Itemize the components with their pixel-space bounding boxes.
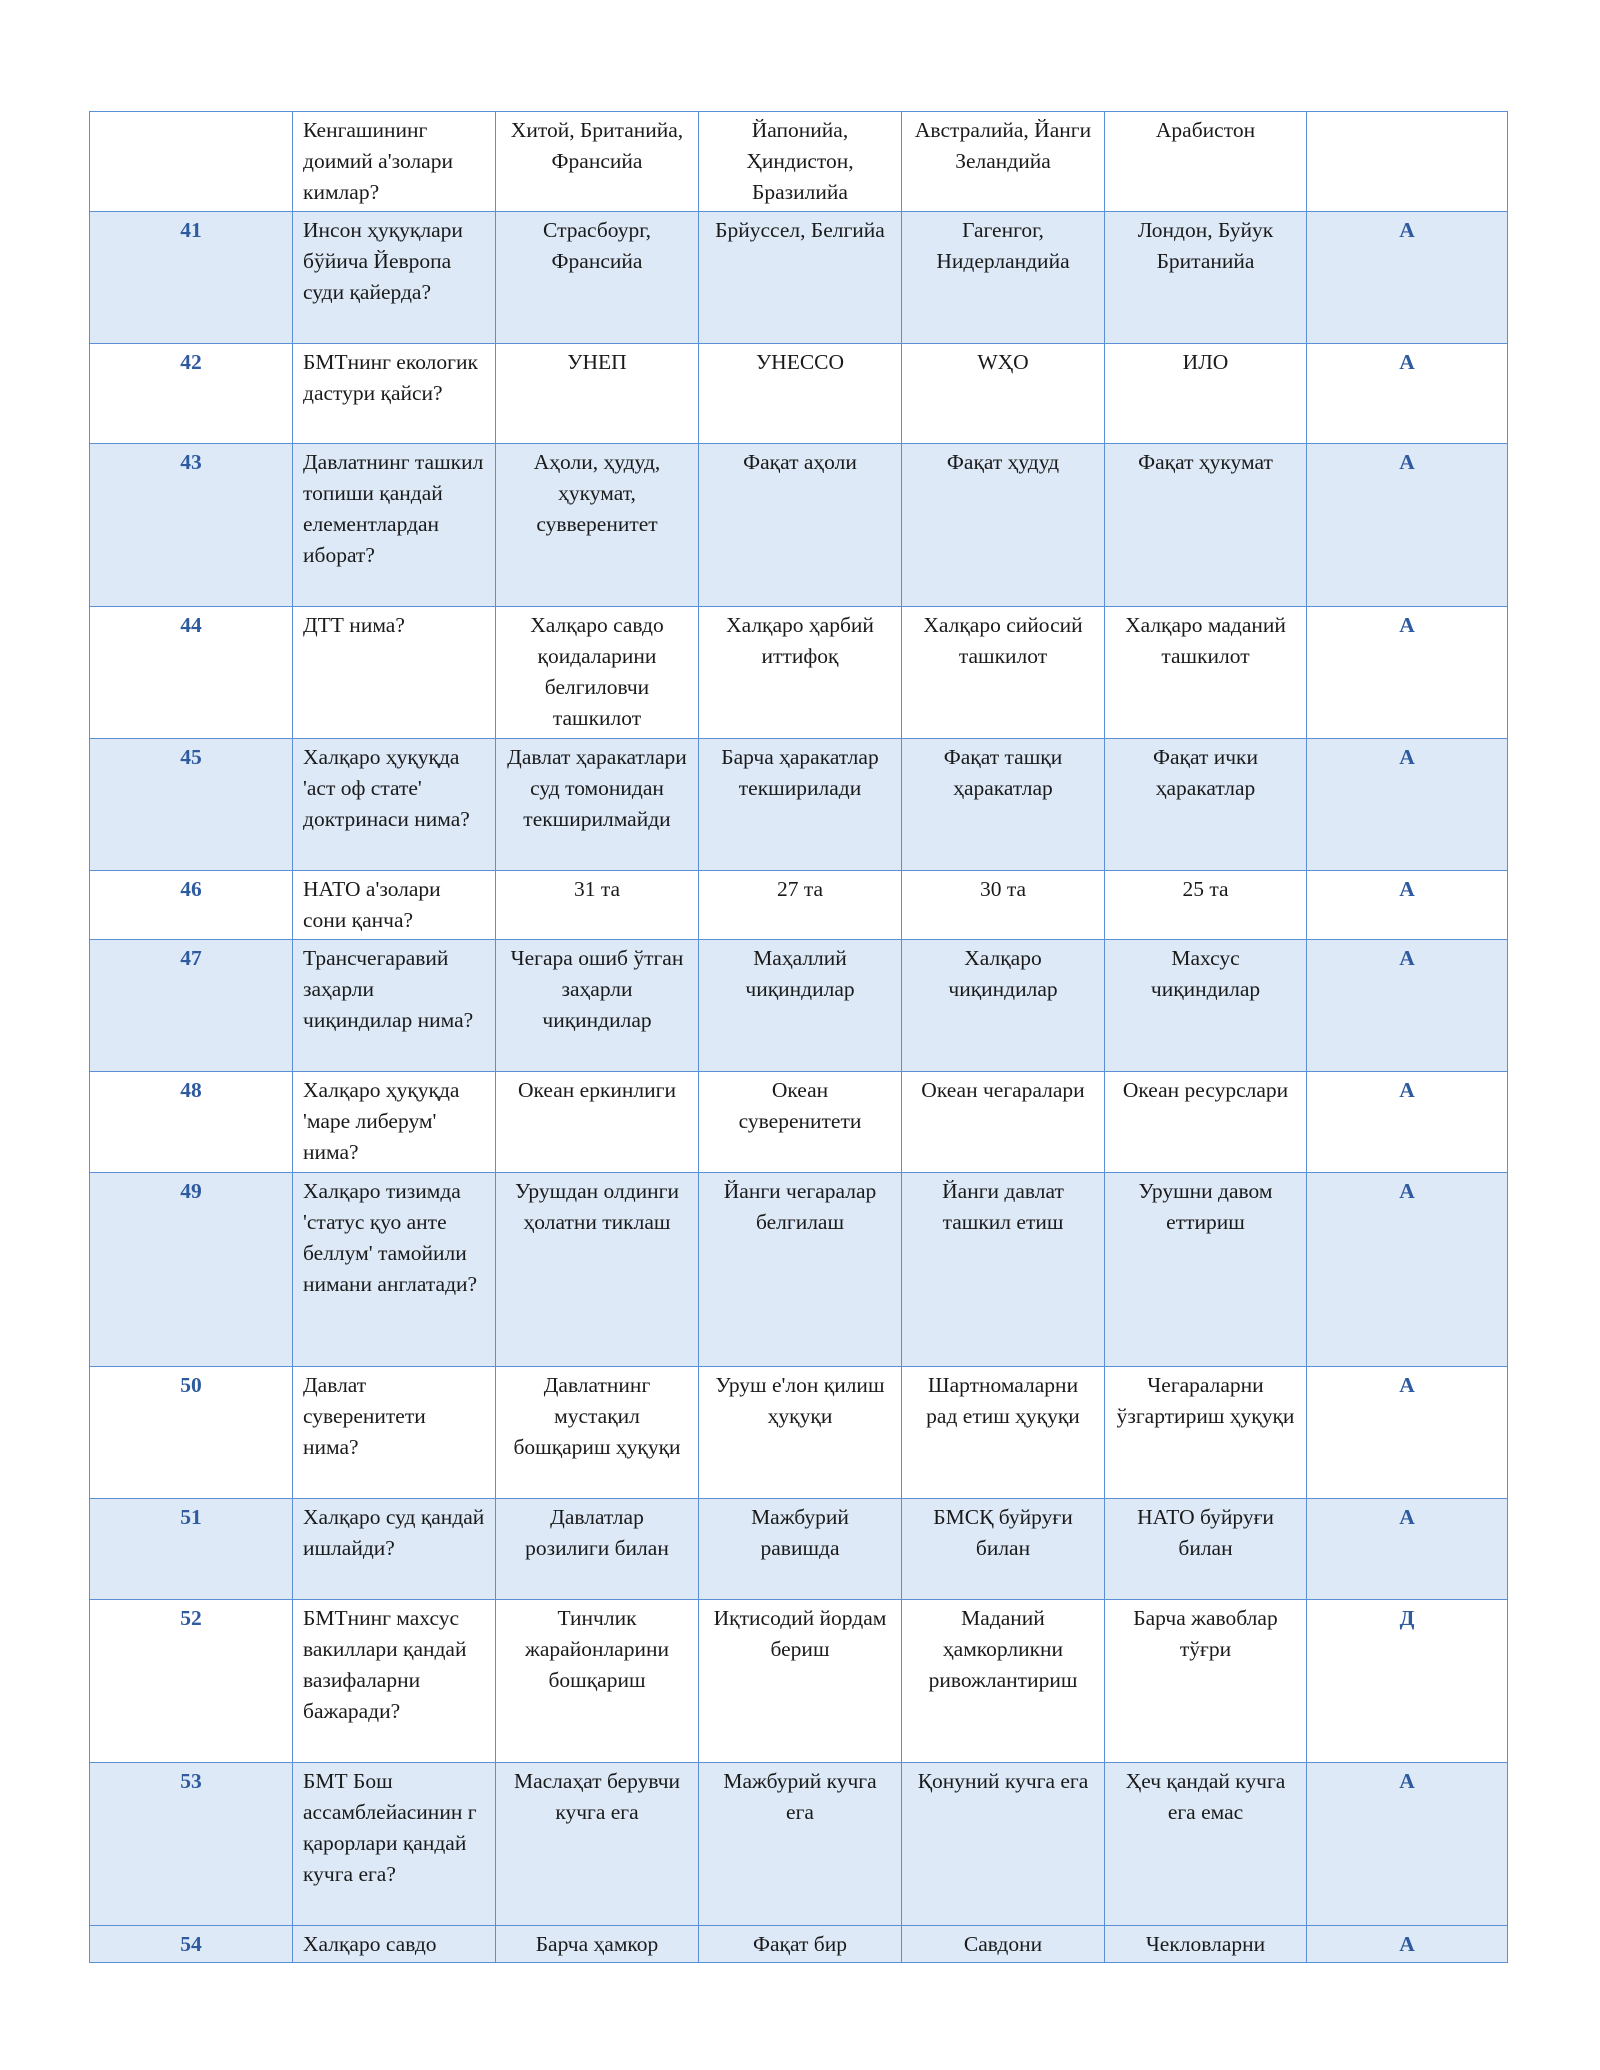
question-text: Трансчегаравий заҳарли чиқиндилар нима? [293,940,496,1072]
question-number: 53 [90,1763,293,1926]
option-a: Урушдан олдинги ҳолатни тиклаш [496,1173,699,1367]
option-a: Страсбоург, Франсийа [496,212,699,344]
option-a: 31 та [496,871,699,940]
question-text: Давлат суверенитети нима? [293,1367,496,1499]
option-a: Давлатнинг мустақил бошқариш ҳуқуқи [496,1367,699,1499]
table-row [90,344,1508,444]
option-d: Махсус чиқиндилар [1105,940,1307,1072]
table-row [90,1926,1508,1963]
option-c: 30 та [902,871,1105,940]
question-number: 48 [90,1072,293,1173]
option-d: Фақат ҳукумат [1105,444,1307,607]
option-c: Халқаро чиқиндилар [902,940,1105,1072]
option-d: Чегараларни ўзгартириш ҳуқуқи [1105,1367,1307,1499]
question-number: 47 [90,940,293,1072]
option-c: Фақат ташқи ҳаракатлар [902,739,1105,871]
option-b: Брйуссел, Белгийа [699,212,902,344]
option-d: Халқаро маданий ташкилот [1105,607,1307,739]
table-row [90,607,1508,739]
option-b: Йапонийа, Ҳиндистон, Бразилийа [699,112,902,212]
table-row [90,1763,1508,1926]
option-c: БМСҚ буйруғи билан [902,1499,1105,1600]
option-b: Йанги чегаралар белгилаш [699,1173,902,1367]
option-d: Барча жавоблар тўғри [1105,1600,1307,1763]
question-text: Халқаро тизимда 'статус қуо анте беллум' тамойили нимани англатади? [293,1173,496,1367]
correct-answer: А [1307,1499,1508,1600]
option-c: Маданий ҳамкорликни ривожлантириш [902,1600,1105,1763]
option-b: Иқтисодий йордам бериш [699,1600,902,1763]
correct-answer [1307,112,1508,212]
table-row [90,212,1508,344]
question-number [90,112,293,212]
question-text: Кенгашининг доимий а'золари кимлар? [293,112,496,212]
question-number: 44 [90,607,293,739]
option-d: Ҳеч қандай кучга ега емас [1105,1763,1307,1926]
option-d: 25 та [1105,871,1307,940]
option-d: НАТО буйруғи билан [1105,1499,1307,1600]
question-text: Давлатнинг ташкил топиши қандай елементлардан иборат? [293,444,496,607]
correct-answer: А [1307,607,1508,739]
option-b: Фақат бир [699,1926,902,1963]
question-text: Инсон ҳуқуқлари бўйича Йевропа суди қайерда? [293,212,496,344]
correct-answer: А [1307,871,1508,940]
question-number: 50 [90,1367,293,1499]
correct-answer: Д [1307,1600,1508,1763]
option-c: Австралийа, Йанги Зеландийа [902,112,1105,212]
option-c: Гагенгог, Нидерландийа [902,212,1105,344]
table-row [90,1072,1508,1173]
option-a: Маслаҳат берувчи кучга ега [496,1763,699,1926]
option-a: Тинчлик жарайонларини бошқариш [496,1600,699,1763]
option-b: Уруш е'лон қилиш ҳуқуқи [699,1367,902,1499]
question-number: 46 [90,871,293,940]
question-number: 52 [90,1600,293,1763]
question-text: Халқаро савдо [293,1926,496,1963]
option-d: Океан ресурслари [1105,1072,1307,1173]
option-d: ИЛО [1105,344,1307,444]
option-a: Чегара ошиб ўтган заҳарли чиқиндилар [496,940,699,1072]
option-c: Халқаро сийосий ташкилот [902,607,1105,739]
option-b: УНЕССО [699,344,902,444]
correct-answer: А [1307,1367,1508,1499]
question-number: 41 [90,212,293,344]
question-number: 42 [90,344,293,444]
option-b: Мажбурий кучга ега [699,1763,902,1926]
correct-answer: А [1307,739,1508,871]
correct-answer: А [1307,344,1508,444]
option-a: Давлатлар розилиги билан [496,1499,699,1600]
option-d: Чекловларни [1105,1926,1307,1963]
option-b: Фақат аҳоли [699,444,902,607]
question-text: БМТнинг махсус вакиллари қандай вазифаларни бажаради? [293,1600,496,1763]
correct-answer: А [1307,940,1508,1072]
option-b: Барча ҳаракатлар текширилади [699,739,902,871]
table-row [90,444,1508,607]
table-row [90,112,1508,212]
question-text: Халқаро ҳуқуқда 'маре либерум' нима? [293,1072,496,1173]
question-number: 54 [90,1926,293,1963]
table-row [90,1367,1508,1499]
question-number: 51 [90,1499,293,1600]
table-row [90,1173,1508,1367]
option-c: Океан чегаралари [902,1072,1105,1173]
option-d: Арабистон [1105,112,1307,212]
option-a: Океан еркинлиги [496,1072,699,1173]
quiz-table [89,111,1508,1963]
table-row [90,739,1508,871]
option-c: Фақат ҳудуд [902,444,1105,607]
option-d: Урушни давом еттириш [1105,1173,1307,1367]
option-a: Халқаро савдо қоидаларини белгиловчи ташкилот [496,607,699,739]
option-a: УНЕП [496,344,699,444]
correct-answer: А [1307,444,1508,607]
correct-answer: А [1307,1072,1508,1173]
option-a: Барча ҳамкор [496,1926,699,1963]
question-text: Халқаро ҳуқуқда 'аст оф стате' доктринаси нима? [293,739,496,871]
option-b: Халқаро ҳарбий иттифоқ [699,607,902,739]
option-c: Савдони [902,1926,1105,1963]
option-d: Лондон, Буйук Британийа [1105,212,1307,344]
option-b: Мажбурий равишда [699,1499,902,1600]
table-row [90,871,1508,940]
correct-answer: А [1307,1926,1508,1963]
correct-answer: А [1307,212,1508,344]
table-row [90,1600,1508,1763]
option-c: WҲО [902,344,1105,444]
correct-answer: А [1307,1173,1508,1367]
question-text: Халқаро суд қандай ишлайди? [293,1499,496,1600]
option-a: Давлат ҳаракатлари суд томонидан текширилмайди [496,739,699,871]
option-c: Қонуний кучга ега [902,1763,1105,1926]
option-c: Йанги давлат ташкил етиш [902,1173,1105,1367]
question-number: 43 [90,444,293,607]
question-number: 49 [90,1173,293,1367]
option-d: Фақат ички ҳаракатлар [1105,739,1307,871]
question-text: НАТО а'золари сони қанча? [293,871,496,940]
option-b: Океан суверенитети [699,1072,902,1173]
question-text: БМТ Бош ассамблейасинин г қарорлари қандай кучга ега? [293,1763,496,1926]
question-text: ДТТ нима? [293,607,496,739]
table-row [90,940,1508,1072]
correct-answer: А [1307,1763,1508,1926]
option-c: Шартномаларни рад етиш ҳуқуқи [902,1367,1105,1499]
question-number: 45 [90,739,293,871]
option-a: Аҳоли, ҳудуд, ҳукумат, сувверенитет [496,444,699,607]
table-row [90,1499,1508,1600]
question-text: БМТнинг екологик дастури қайси? [293,344,496,444]
option-b: 27 та [699,871,902,940]
quiz-table-body [90,112,1508,1963]
option-a: Хитой, Британийа, Франсийа [496,112,699,212]
option-b: Маҳаллий чиқиндилар [699,940,902,1072]
